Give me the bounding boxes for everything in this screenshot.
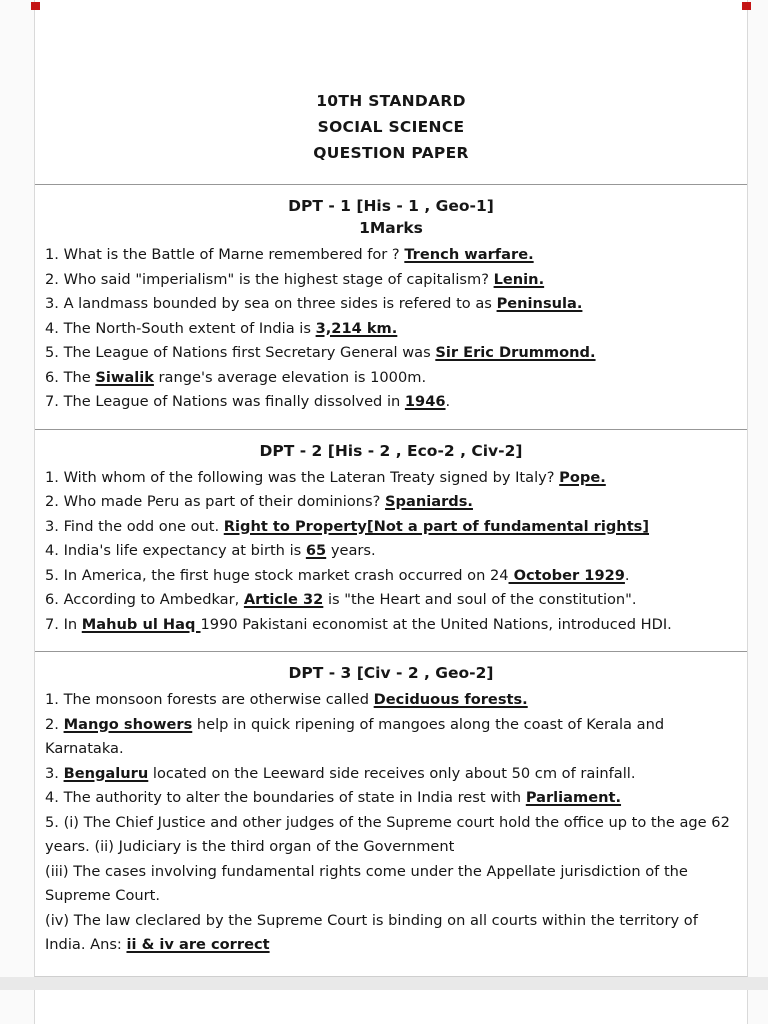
doc-title-line: QUESTION PAPER [313,144,469,162]
question-line [45,539,737,564]
answer-text: Pope. [559,468,606,486]
doc-title-line: SOCIAL SCIENCE [317,118,465,136]
question-text: years. [326,542,376,559]
answer-text: Peninsula. [496,295,583,312]
answer-text: October 1929 [508,566,625,584]
answer-text: 65 [305,542,327,559]
doc-title [45,88,737,166]
answer-text: 1946 [404,393,446,410]
answer-text: Mango showers [63,715,193,733]
question-line [45,515,737,540]
question-text: 1. The monsoon forests are otherwise called [45,691,374,708]
question-line [45,292,737,317]
question-section [45,195,737,415]
question-line [45,762,737,787]
question-text: (iii) The cases involving fundamental rights come under the Appellate jurisdiction of the Supreme Court. [45,862,688,904]
section-heading: DPT - 1 [His - 1 , Geo-1] [288,197,494,215]
answer-text: Sir Eric Drummond. [435,344,596,361]
question-text: help in quick ripening of mangoes along the coast of Kerala and Karnataka. [45,715,665,757]
question-text: 1. What is the Battle of Marne remembered for ? [45,246,405,263]
page-corner-marker-left [31,2,40,10]
question-text: 7. In [45,615,82,633]
page [34,0,748,977]
question-line [45,390,737,415]
question-text: 5. The League of Nations first Secretary General was [45,344,436,361]
question-line [45,713,737,762]
question-text: 4. The North-South extent of India is [45,319,316,337]
question-text: . [624,566,630,584]
doc-title-line: 10TH STANDARD [316,92,466,110]
answer-text: ii & iv are correct [126,936,270,953]
question-line [45,688,737,713]
question-text: range's average elevation is 1000m. [153,368,427,386]
question-section [45,440,737,638]
question-line [45,243,737,268]
question-line [45,909,737,958]
question-text: 5. In America, the first huge stock market crash occurred on 24 [45,566,509,584]
question-text: 5. (i) The Chief Justice and other judges of the Supreme court hold the office up to the age 62 years. (ii) Judiciary is the third organ of the Government [45,813,730,855]
question-line [45,366,737,391]
answer-text: Spaniards. [385,493,473,510]
question-text: 3. [45,764,64,782]
question-line [45,268,737,293]
question-text: located on the Leeward side receives only about 50 cm of rainfall. [148,764,636,782]
section-divider [35,184,747,185]
answer-text: Siwalik [95,368,154,386]
question-text: 3. Find the odd one out. [45,517,224,535]
section-heading: DPT - 3 [Civ - 2 , Geo-2] [288,664,494,682]
answer-text: Right to Property[Not a part of fundamental rights] [223,517,650,535]
question-text: 2. Who made Peru as part of their dominions? [45,493,386,510]
question-text: 3. A landmass bounded by sea on three sides is refered to as [45,295,497,312]
question-line [45,466,737,491]
answer-text: Article 32 [243,591,324,608]
question-line [45,613,737,638]
question-line [45,588,737,613]
question-line [45,341,737,366]
page-corner-marker-right [742,2,751,10]
page-content [35,0,747,958]
question-text: 4. India's life expectancy at birth is [45,542,306,559]
question-line [45,811,737,860]
answer-text: Deciduous forests. [373,691,528,708]
question-section [45,662,737,958]
question-text: 6. According to Ambedkar, [45,591,244,608]
question-text: 6. The [45,368,96,386]
page-separator [0,977,768,990]
answer-text: Trench warfare. [404,246,534,263]
section-heading: DPT - 2 [His - 2 , Eco-2 , Civ-2] [259,441,523,460]
question-line [45,490,737,515]
question-line [45,317,737,342]
answer-text: Bengaluru [63,764,149,782]
question-text: 2. [45,715,64,733]
question-line [45,860,737,909]
question-text: 2. Who said "imperialism" is the highest stage of capitalism? [45,270,494,288]
question-text: 4. The authority to alter the boundaries of state in India rest with [45,789,526,806]
section-subheading: 1Marks [359,219,423,237]
question-line [45,786,737,811]
question-text: 1. With whom of the following was the Lateran Treaty signed by Italy? [45,468,560,486]
question-line [45,564,737,589]
question-text: 7. The League of Nations was finally dissolved in [45,393,405,410]
answer-text: 3,214 km. [315,319,398,337]
sections [45,184,737,958]
question-text: (iv) The law cleclared by the Supreme Court is binding on all courts within the territory of India. Ans: [45,911,698,953]
answer-text: Mahub ul Haq [81,615,201,633]
answer-text: Parliament. [525,789,622,806]
question-text: 1990 Pakistani economist at the United Nations, introduced HDI. [200,615,672,633]
question-text: . [445,393,451,410]
section-divider [35,429,747,430]
question-text: is "the Heart and soul of the constitution". [323,591,637,608]
section-divider [35,651,747,652]
next-page-edge [34,990,748,1024]
answer-text: Lenin. [493,270,545,288]
